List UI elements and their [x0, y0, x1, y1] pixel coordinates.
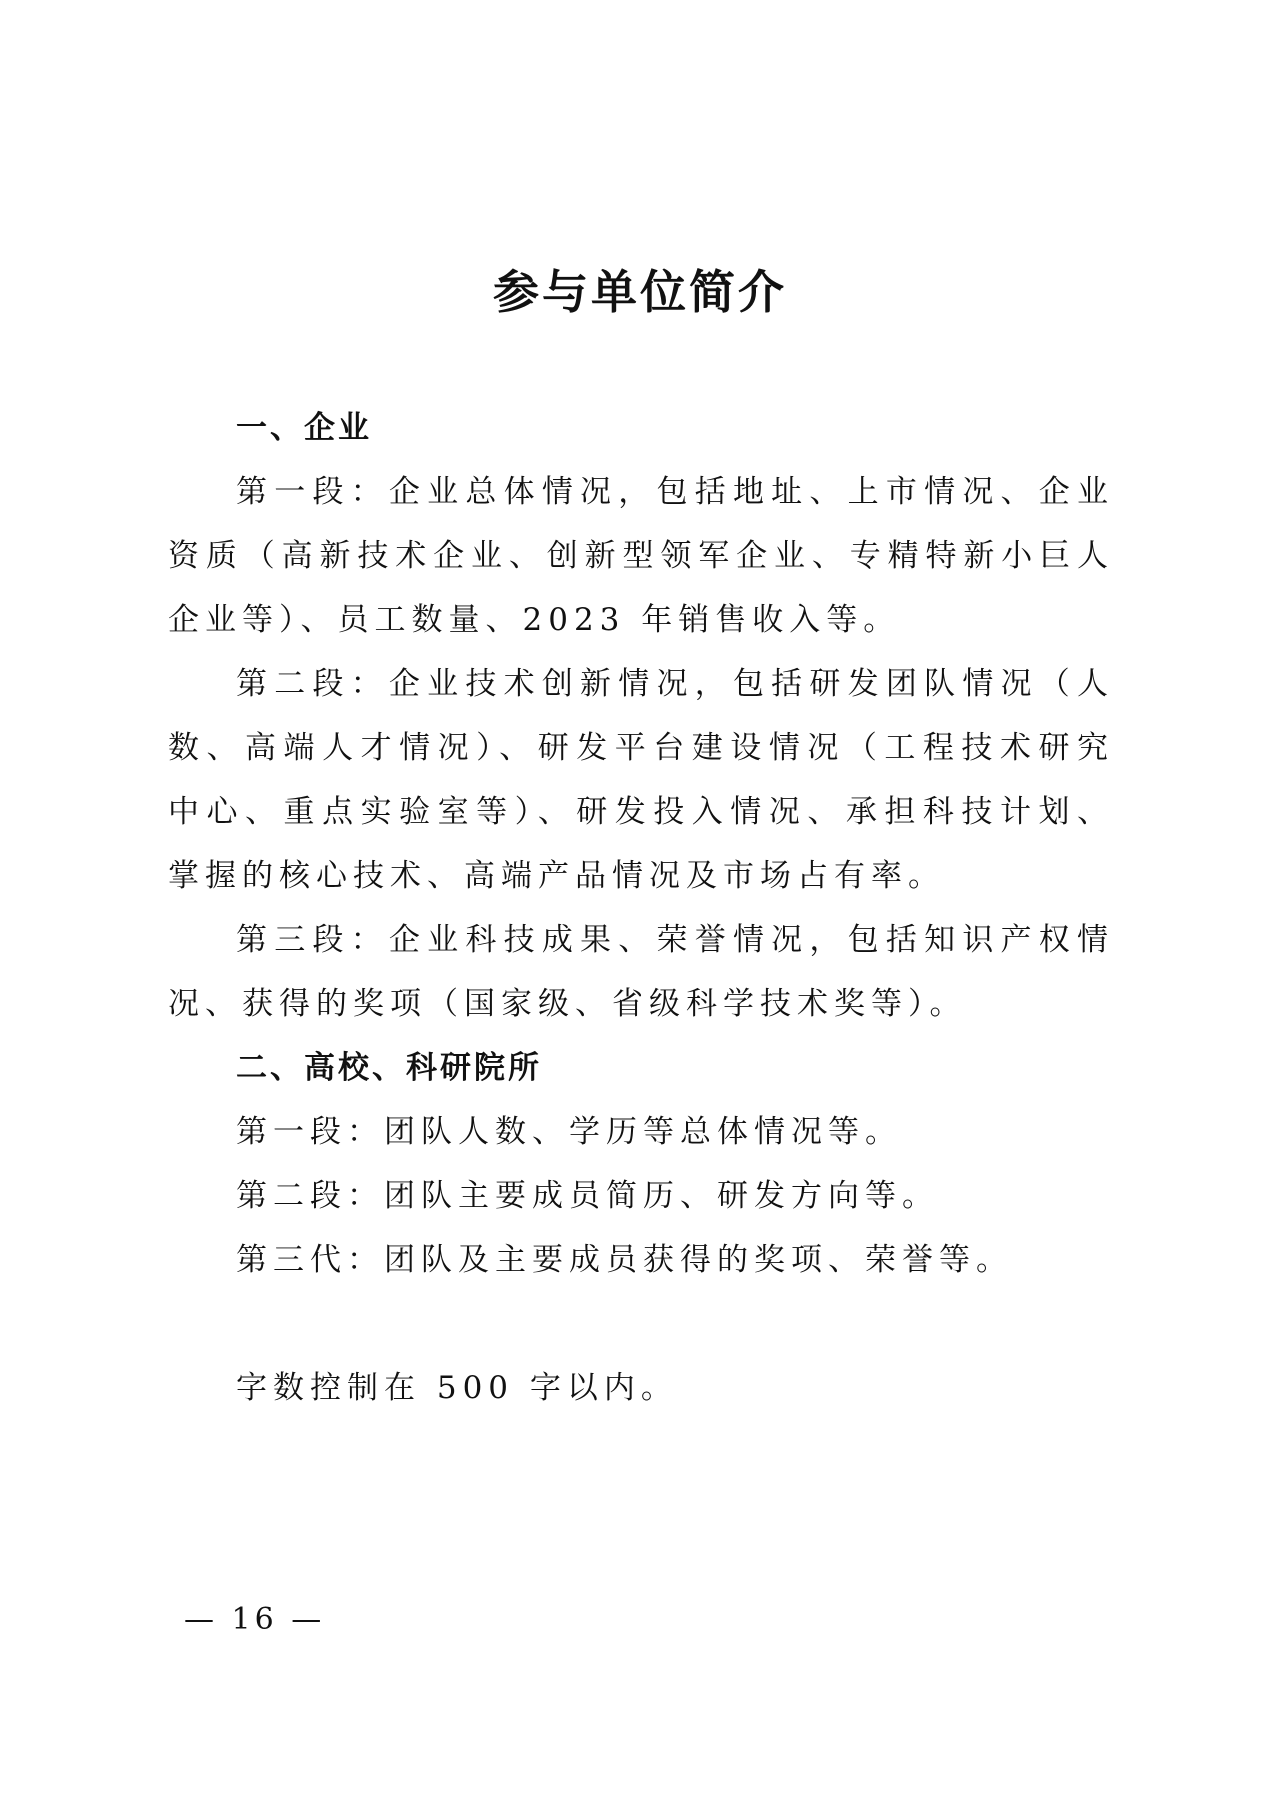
enterprise-paragraph-2: 第二段：企业技术创新情况，包括研发团队情况（人数、高端人才情况）、研发平台建设情况（工程技术研究中心、重点实验室等）、研发投入情况、承担科技计划、掌握的核心技术、高端产品情况及市场占有率。 — [168, 666, 1114, 894]
section-heading-universities: 二、高校、科研院所 — [236, 1050, 542, 1086]
document-title: 参与单位简介 — [493, 265, 787, 319]
page-number: — 16 — — [184, 1602, 326, 1637]
document-body — [168, 396, 1114, 1420]
blank-line — [168, 1292, 1114, 1356]
university-paragraph-1: 第一段：团队人数、学历等总体情况等。 — [236, 1114, 902, 1150]
section-heading-enterprise: 一、企业 — [236, 410, 372, 446]
word-limit-note: 字数控制在 500 字以内。 — [236, 1370, 678, 1406]
university-paragraph-2: 第二段：团队主要成员简历、研发方向等。 — [236, 1178, 939, 1214]
university-paragraph-3: 第三代：团队及主要成员获得的奖项、荣誉等。 — [236, 1242, 1013, 1278]
enterprise-paragraph-3: 第三段：企业科技成果、荣誉情况，包括知识产权情况、获得的奖项（国家级、省级科学技术奖等）。 — [168, 922, 1114, 1022]
enterprise-paragraph-1: 第一段：企业总体情况，包括地址、上市情况、企业资质（高新技术企业、创新型领军企业、专精特新小巨人企业等）、员工数量、2023 年销售收入等。 — [168, 474, 1114, 638]
